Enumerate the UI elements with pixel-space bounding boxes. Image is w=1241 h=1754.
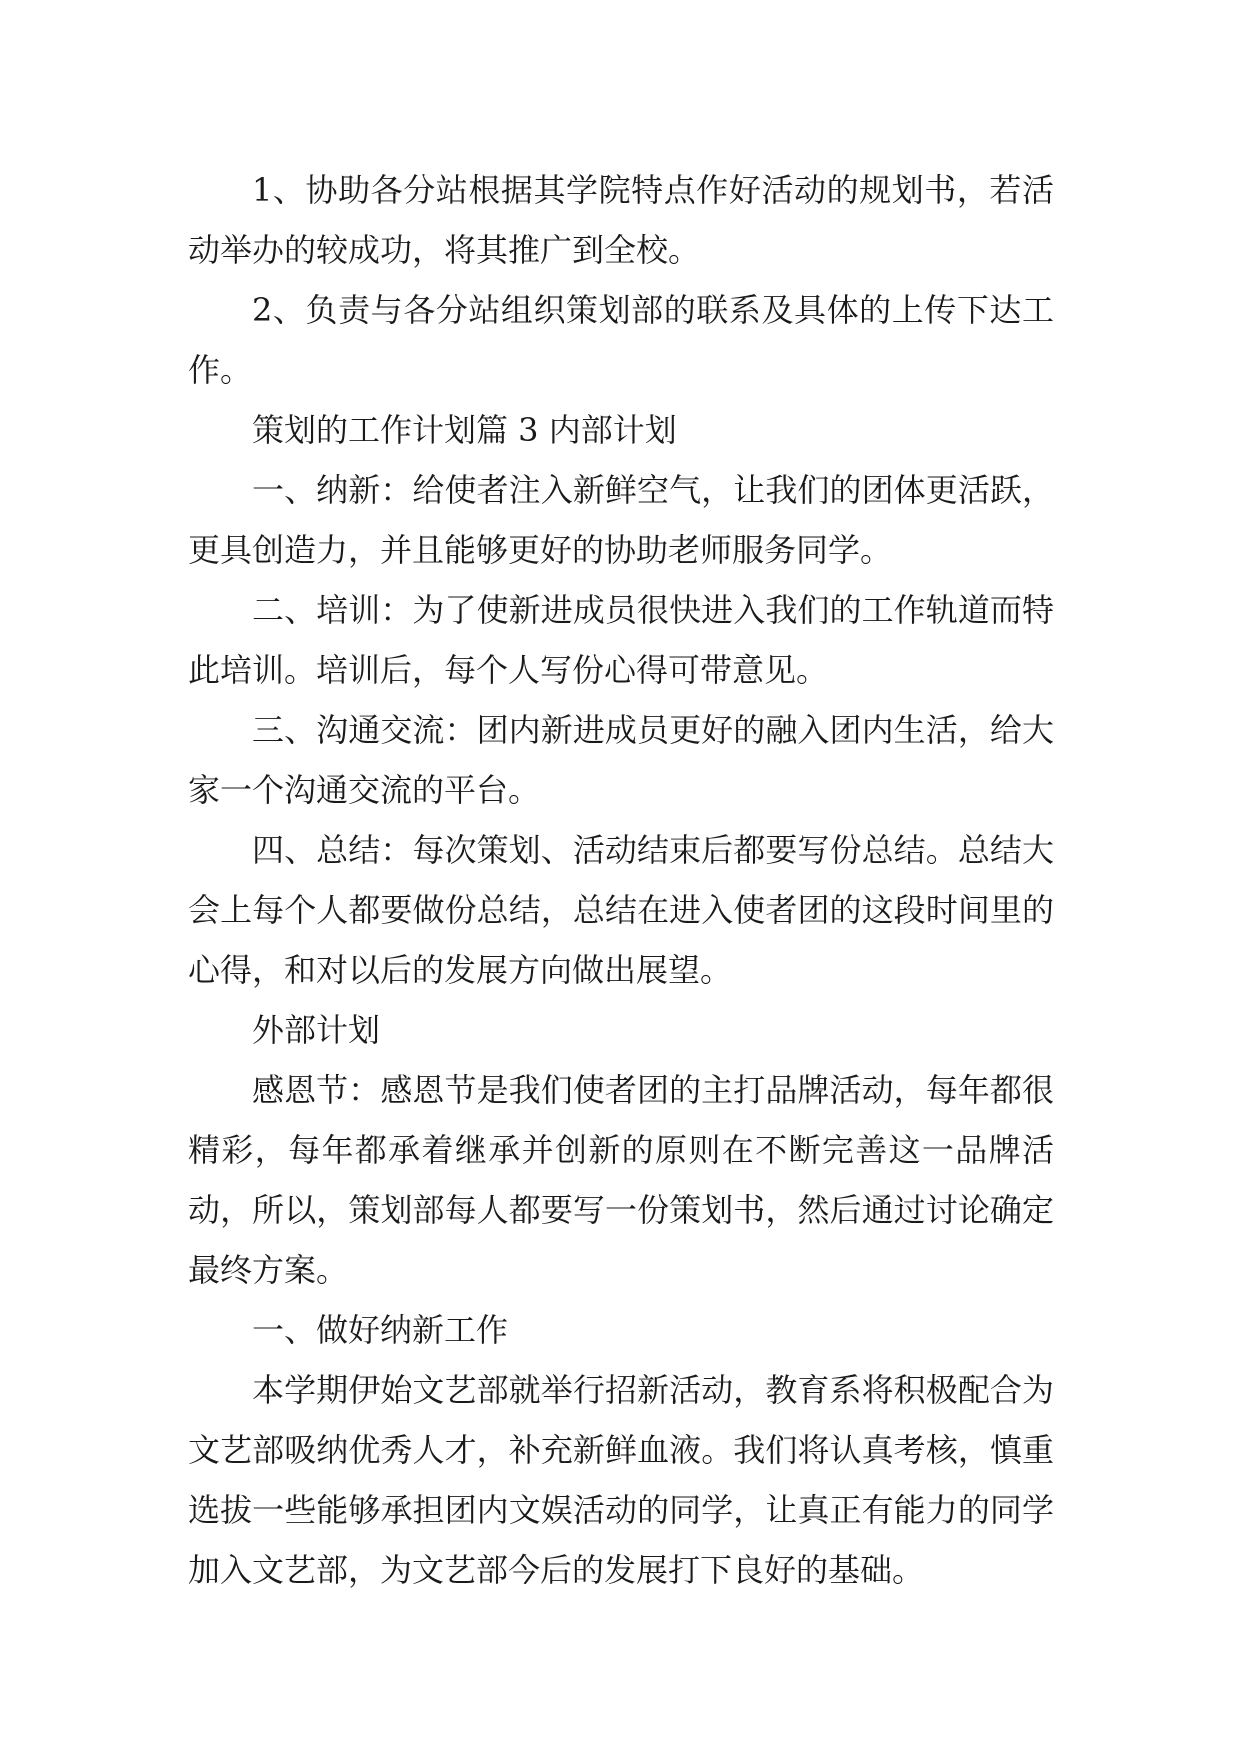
paragraph-thanksgiving: 感恩节：感恩节是我们使者团的主打品牌活动，每年都很精彩，每年都承着继承并创新的原则在不断完善这一品牌活动，所以，策划部每人都要写一份策划书，然后通过讨论确定最终方案。 — [188, 1071, 1054, 1289]
paragraph-assist-branches: 1、协助各分站根据其学院特点作好活动的规划书，若活动举办的较成功，将其推广到全校。 — [188, 171, 1054, 269]
paragraph-recruitment: 一、纳新：给使者注入新鲜空气，让我们的团体更活跃，更具创造力，并且能够更好的协助老师服务同学。 — [188, 471, 1054, 569]
paragraph-summary: 四、总结：每次策划、活动结束后都要写份总结。总结大会上每个人都要做份总结，总结在进入使者团的这段时间里的心得，和对以后的发展方向做出展望。 — [188, 831, 1054, 989]
paragraph-training: 二、培训：为了使新进成员很快进入我们的工作轨道而特此培训。培训后，每个人写份心得可带意见。 — [188, 591, 1054, 689]
paragraph-liaison: 2、负责与各分站组织策划部的联系及具体的上传下达工作。 — [188, 291, 1054, 389]
section-heading-external-plan: 外部计划 — [252, 1011, 381, 1049]
section-heading-recruitment-work: 一、做好纳新工作 — [252, 1311, 509, 1349]
document-body — [188, 160, 1054, 1600]
section-heading-internal-plan: 策划的工作计划篇 3 内部计划 — [252, 411, 677, 449]
paragraph-communication: 三、沟通交流：团内新进成员更好的融入团内生活，给大家一个沟通交流的平台。 — [188, 711, 1054, 809]
paragraph-arts-department: 本学期伊始文艺部就举行招新活动，教育系将积极配合为文艺部吸纳优秀人才，补充新鲜血液。我们将认真考核，慎重选拔一些能够承担团内文娱活动的同学，让真正有能力的同学加入文艺部，为文艺部今后的发展打下良好的基础。 — [188, 1371, 1054, 1589]
